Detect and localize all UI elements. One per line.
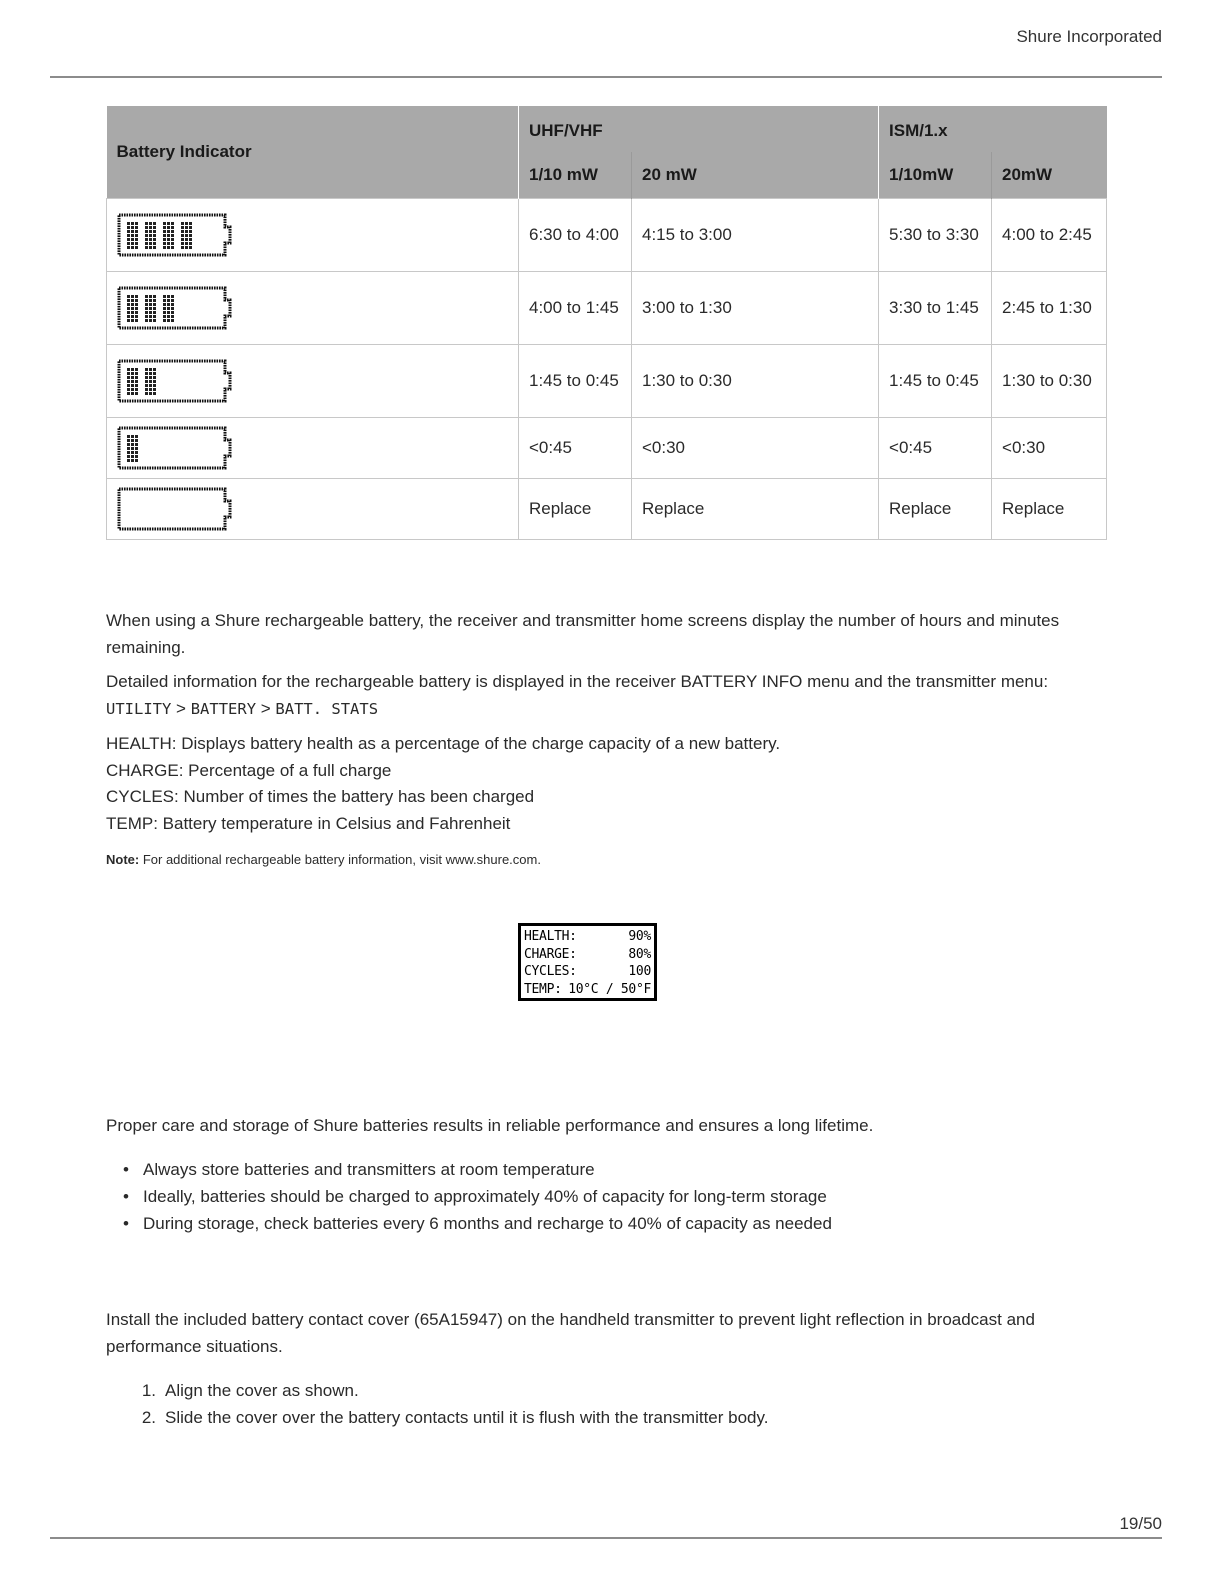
cycles-definition: CYCLES: Number of times the battery has been charged [106, 787, 535, 806]
company-name: Shure Incorporated [1016, 27, 1162, 46]
menu-path-batt-stats: BATT. STATS [275, 700, 379, 718]
table-cell: Replace [992, 478, 1107, 539]
table-cell: <0:45 [519, 417, 632, 478]
table-cell: Replace [519, 478, 632, 539]
table-cell: <0:30 [992, 417, 1107, 478]
lcd-value: 100 [628, 964, 651, 979]
battery-level-bar [127, 222, 138, 249]
table-cell: 3:00 to 1:30 [632, 271, 879, 344]
table-row [107, 198, 1107, 271]
table-cell: Replace [632, 478, 879, 539]
table-row [107, 344, 1107, 417]
footer-divider [50, 1537, 1162, 1539]
battery-4-bars-icon [117, 213, 237, 257]
list-item [106, 1377, 768, 1404]
battery-level-bar [145, 368, 156, 395]
battery-1-bar-icon [117, 426, 237, 470]
health-definition: HEALTH: Displays battery health as a percentage of the charge capacity of a new battery. [106, 734, 781, 753]
lcd-value: 80% [628, 946, 651, 962]
lcd-row-charge [524, 946, 651, 964]
battery-runtime-table [106, 106, 1107, 540]
note [106, 852, 541, 867]
lcd-label: TEMP: [524, 981, 562, 997]
table-row [107, 478, 1107, 539]
battery-indicator-cell [107, 344, 519, 417]
menu-path-utility: UTILITY [106, 700, 172, 718]
table-cell: 1:45 to 0:45 [519, 344, 632, 417]
battery-stats-definitions [106, 731, 1111, 837]
table-cell: 5:30 to 3:30 [879, 198, 992, 271]
battery-info-paragraph [106, 668, 1111, 723]
table-cell: 4:15 to 3:00 [632, 198, 879, 271]
step-number: 2. [141, 1408, 156, 1427]
list-item: • Ideally, batteries should be charged to approximately 40% of capacity for long-term storage [106, 1183, 832, 1210]
table-cell: <0:30 [632, 417, 879, 478]
table-cell: 1:30 to 0:30 [632, 344, 879, 417]
lcd-label: CYCLES: [524, 964, 577, 979]
menu-path-separator: > [256, 699, 276, 718]
table-cell: <0:45 [879, 417, 992, 478]
menu-path-separator: > [171, 699, 191, 718]
header-divider [50, 76, 1162, 78]
battery-level-bar [145, 295, 156, 322]
battery-info-text: Detailed information for the rechargeable battery is displayed in the receiver BATTERY INFO menu and the transmitter menu: [106, 672, 1049, 691]
rechargeable-intro: When using a Shure rechargeable battery, the receiver and transmitter home screens display the number of hours and minutes remaining. [106, 611, 1060, 657]
battery-care-list [106, 1156, 832, 1237]
menu-path-battery: BATTERY [190, 700, 257, 718]
battery-empty-icon [117, 487, 237, 531]
table-cell: 4:00 to 2:45 [992, 198, 1107, 271]
lcd-value: 10°C / 50°F [568, 981, 651, 997]
lcd-label: HEALTH: [524, 929, 577, 944]
contact-cover-steps [106, 1377, 768, 1431]
battery-level-bar [163, 222, 174, 249]
lcd-value: 90% [628, 929, 651, 944]
battery-level-bar [127, 435, 138, 462]
battery-level-bar [163, 295, 174, 322]
table-cell: 1:30 to 0:30 [992, 344, 1107, 417]
column-header-uhf-low-power: 1/10 mW [519, 152, 632, 198]
list-item: • Always store batteries and transmitters at room temperature [106, 1156, 832, 1183]
battery-level-bar [127, 368, 138, 395]
table-cell: 2:45 to 1:30 [992, 271, 1107, 344]
list-item [106, 1404, 768, 1431]
table-cell: 4:00 to 1:45 [519, 271, 632, 344]
temp-definition: TEMP: Battery temperature in Celsius and Fahrenheit [106, 813, 511, 833]
note-label: Note: [106, 852, 140, 867]
battery-level-bar [181, 222, 192, 249]
table-cell: Replace [879, 478, 992, 539]
table-cell: 3:30 to 1:45 [879, 271, 992, 344]
column-header-battery-indicator: Battery Indicator [107, 106, 519, 198]
step-number: 1. [141, 1381, 156, 1400]
column-header-ism-low-power: 1/10mW [879, 152, 992, 198]
column-header-uhf-20mw: 20 mW [632, 152, 879, 198]
battery-indicator-cell [107, 417, 519, 478]
table-cell: 6:30 to 4:00 [519, 198, 632, 271]
column-header-ism-20mw: 20mW [992, 152, 1107, 198]
battery-3-bars-icon [117, 286, 237, 330]
column-group-ism: ISM/1.x [879, 106, 1107, 152]
battery-stats-lcd-screen [518, 923, 657, 1001]
charge-definition: CHARGE: Percentage of a full charge [106, 760, 392, 780]
table-row [107, 271, 1107, 344]
list-item: • During storage, check batteries every 6 months and recharge to 40% of capacity as needed [106, 1210, 832, 1237]
battery-indicator-cell [107, 198, 519, 271]
page-number: 19/50 [1119, 1514, 1162, 1533]
battery-care-intro: Proper care and storage of Shure batteries results in reliable performance and ensures a long lifetime. [106, 1116, 874, 1135]
step-text: Align the cover as shown. [165, 1381, 359, 1400]
step-text: Slide the cover over the battery contacts until it is flush with the transmitter body. [165, 1408, 769, 1427]
contact-cover-intro: Install the included battery contact cover (65A15947) on the handheld transmitter to prevent light reflection in broadcast and performance situations. [106, 1310, 1035, 1356]
battery-indicator-cell [107, 271, 519, 344]
table-row [107, 417, 1107, 478]
lcd-row-health [524, 928, 651, 946]
note-text: For additional rechargeable battery information, visit www.shure.com. [139, 852, 541, 867]
table-cell: 1:45 to 0:45 [879, 344, 992, 417]
lcd-label: CHARGE: [524, 946, 577, 962]
battery-level-bar [145, 222, 156, 249]
battery-indicator-cell [107, 478, 519, 539]
battery-2-bars-icon [117, 359, 237, 403]
lcd-row-temp [524, 981, 651, 999]
column-group-uhf-vhf: UHF/VHF [519, 106, 879, 152]
lcd-row-cycles [524, 963, 651, 981]
battery-level-bar [127, 295, 138, 322]
